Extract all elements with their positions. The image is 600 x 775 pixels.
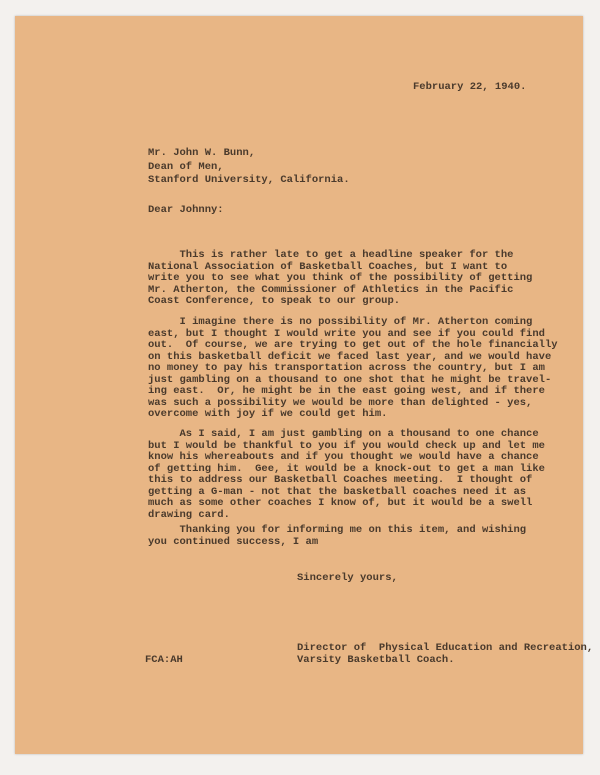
paragraph-line: write you to see what you think of the possibility of getting [148, 272, 533, 284]
salutation: Dear Johnny: [148, 204, 224, 216]
paragraph-line: much as some other coaches I know of, but it would be a swell [148, 497, 533, 509]
paragraph-1 [148, 250, 532, 308]
signature-title [297, 643, 593, 666]
letter-date: February 22, 1940. [413, 81, 527, 93]
paragraph-line: this to address our Basketball Coaches meeting. I thought of [148, 474, 533, 486]
paragraph-line: just gambling on a thousand to one shot that he might be travel- [148, 373, 552, 386]
paragraph-line: ing east. Or, he might be in the east going west, and if there [148, 385, 545, 397]
paragraph-line: know his whereabouts and if you thought we would have a chance [148, 451, 539, 463]
paragraph-line: you continued success, I am [148, 535, 319, 548]
paragraph-line: Thanking you for informing me on this item, and wishing [148, 524, 527, 536]
paragraph-line: National Association of Basketball Coaches, but I want to [148, 260, 508, 273]
recipient-address [148, 148, 350, 189]
paragraph-line: I imagine there is no possibility of Mr. Atherton coming [148, 316, 533, 328]
paragraph-line: out. Of course, we are trying to get out of the hole financially [148, 339, 558, 351]
paragraph-line: was such a possibility we would be more than delighted - yes, [148, 396, 533, 409]
paragraph-line: of getting him. Gee, it would be a knock-out to get a man like [148, 462, 545, 475]
title-line: Director of Physical Education and Recreation, [297, 642, 594, 654]
paragraph-2 [148, 317, 558, 421]
typist-initials: FCA:AH [145, 654, 183, 666]
paragraph-line: on this basketball deficit we faced last year, and we would have [148, 350, 552, 363]
address-line: Mr. John W. Bunn, [148, 147, 256, 159]
paragraph-line: east, but I thought I would write you and see if you could find [148, 327, 545, 340]
closing: Sincerely yours, [297, 572, 398, 584]
paragraph-line: but I would be thankful to you if you would check up and let me [148, 439, 545, 452]
paragraph-line: Coast Conference, to speak to our group. [148, 295, 401, 307]
paragraph-line: Mr. Atherton, the Commissioner of Athletics in the Pacific [148, 283, 514, 296]
paragraph-4 [148, 525, 526, 548]
paragraph-line: drawing card. [148, 508, 230, 521]
paragraph-3 [148, 429, 545, 521]
paragraph-line: no money to pay his transportation across the country, but I am [148, 362, 545, 374]
paragraph-line: overcome with joy if we could get him. [148, 408, 388, 420]
title-line: Varsity Basketball Coach. [297, 653, 455, 666]
address-line: Dean of Men, [148, 160, 224, 173]
paragraph-line: getting a G-man - not that the basketball coaches need it as [148, 485, 527, 498]
paragraph-line: As I said, I am just gambling on a thousand to one chance [148, 428, 539, 440]
paragraph-line: This is rather late to get a headline speaker for the [148, 249, 514, 261]
address-line: Stanford University, California. [148, 174, 350, 186]
